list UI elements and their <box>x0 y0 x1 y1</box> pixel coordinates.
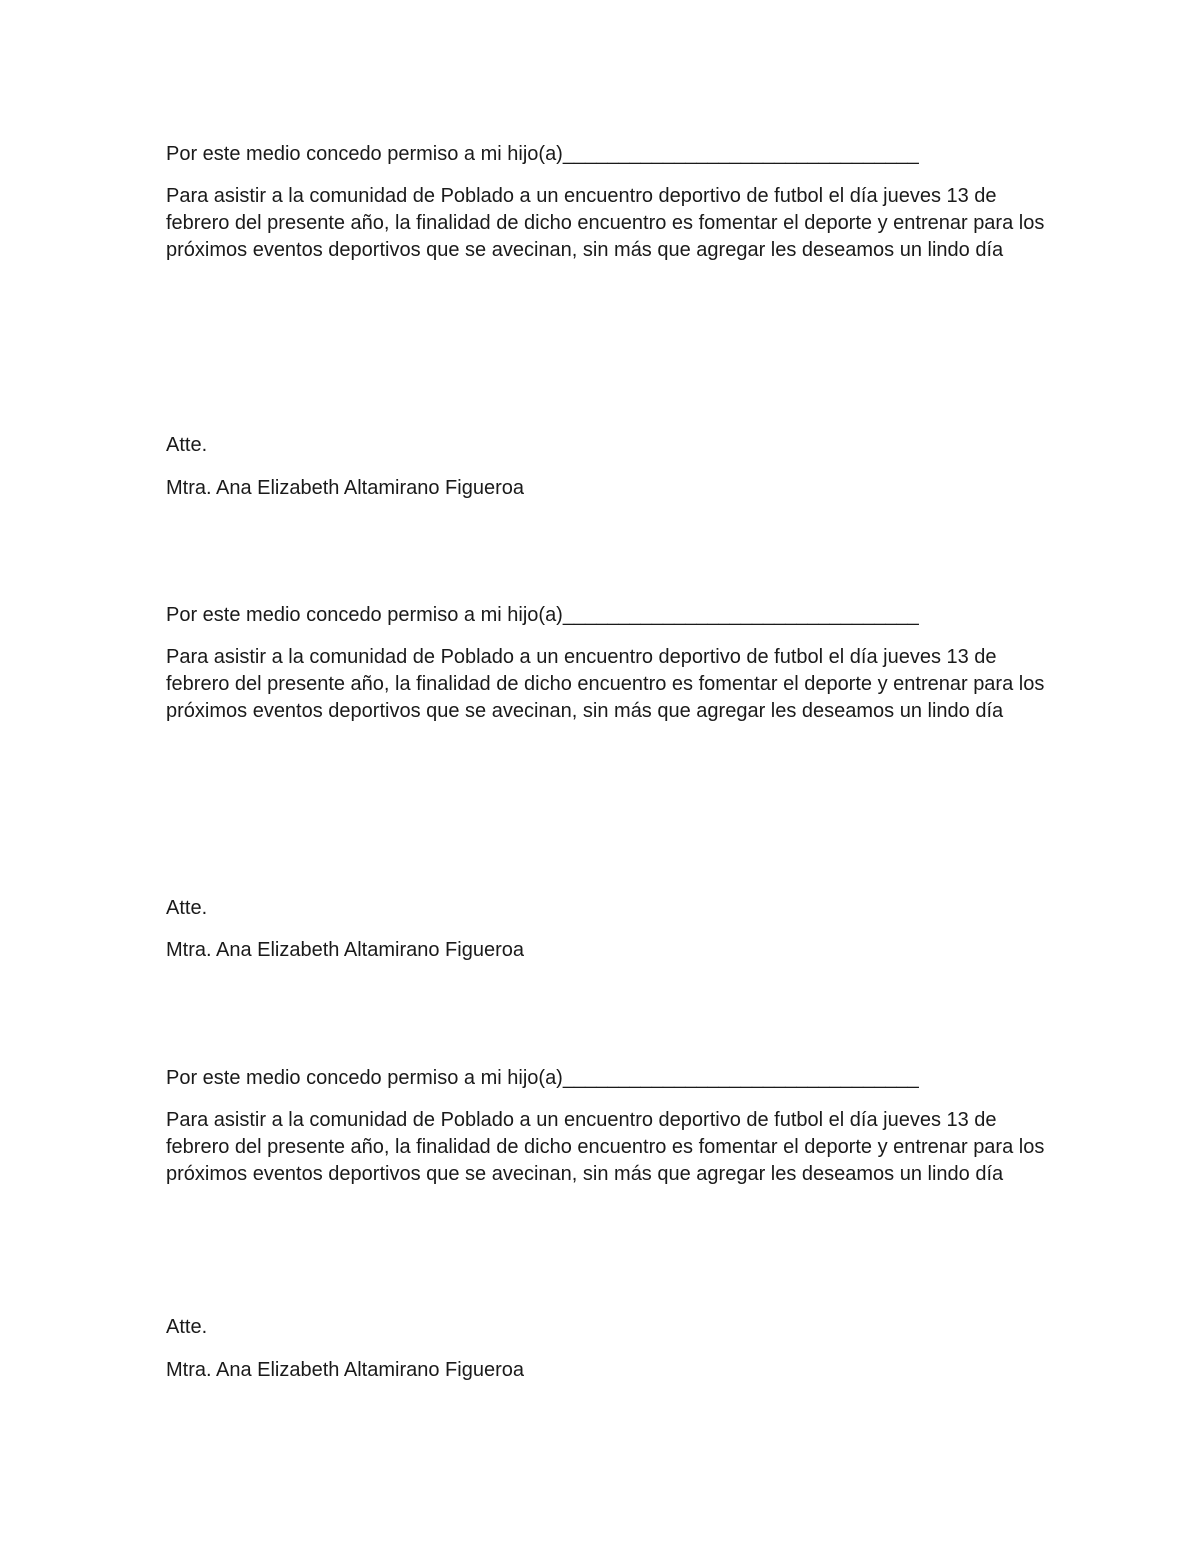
permission-letter-2 <box>166 603 1046 963</box>
signature-name: Mtra. Ana Elizabeth Altamirano Figueroa <box>166 1359 524 1381</box>
signature-name: Mtra. Ana Elizabeth Altamirano Figueroa <box>166 939 524 961</box>
permission-letter-1 <box>166 142 1046 502</box>
closing-text: Atte. <box>166 434 208 456</box>
letter-body: Para asistir a la comunidad de Poblado a un encuentro deportivo de futbol el día jueves 13 de febrero del presente año, la finalidad de dicho encuentro es fomentar el deporte y entrenar para los próximos eventos deportivos que se avecinan, sin más que agregar les deseamos un lindo día <box>166 1109 1045 1185</box>
closing-text: Atte. <box>166 897 208 919</box>
permission-line: Por este medio concedo permiso a mi hijo(a)________________________________ <box>166 1067 919 1089</box>
signature-name: Mtra. Ana Elizabeth Altamirano Figueroa <box>166 477 524 499</box>
letter-body: Para asistir a la comunidad de Poblado a un encuentro deportivo de futbol el día jueves 13 de febrero del presente año, la finalidad de dicho encuentro es fomentar el deporte y entrenar para los próximos eventos deportivos que se avecinan, sin más que agregar les deseamos un lindo día <box>166 185 1045 261</box>
permission-letter-3 <box>166 1066 1046 1386</box>
closing-text: Atte. <box>166 1316 208 1338</box>
letter-body: Para asistir a la comunidad de Poblado a un encuentro deportivo de futbol el día jueves 13 de febrero del presente año, la finalidad de dicho encuentro es fomentar el deporte y entrenar para los próximos eventos deportivos que se avecinan, sin más que agregar les deseamos un lindo día <box>166 646 1045 722</box>
permission-line: Por este medio concedo permiso a mi hijo(a)________________________________ <box>166 143 919 165</box>
permission-line: Por este medio concedo permiso a mi hijo(a)________________________________ <box>166 604 919 626</box>
